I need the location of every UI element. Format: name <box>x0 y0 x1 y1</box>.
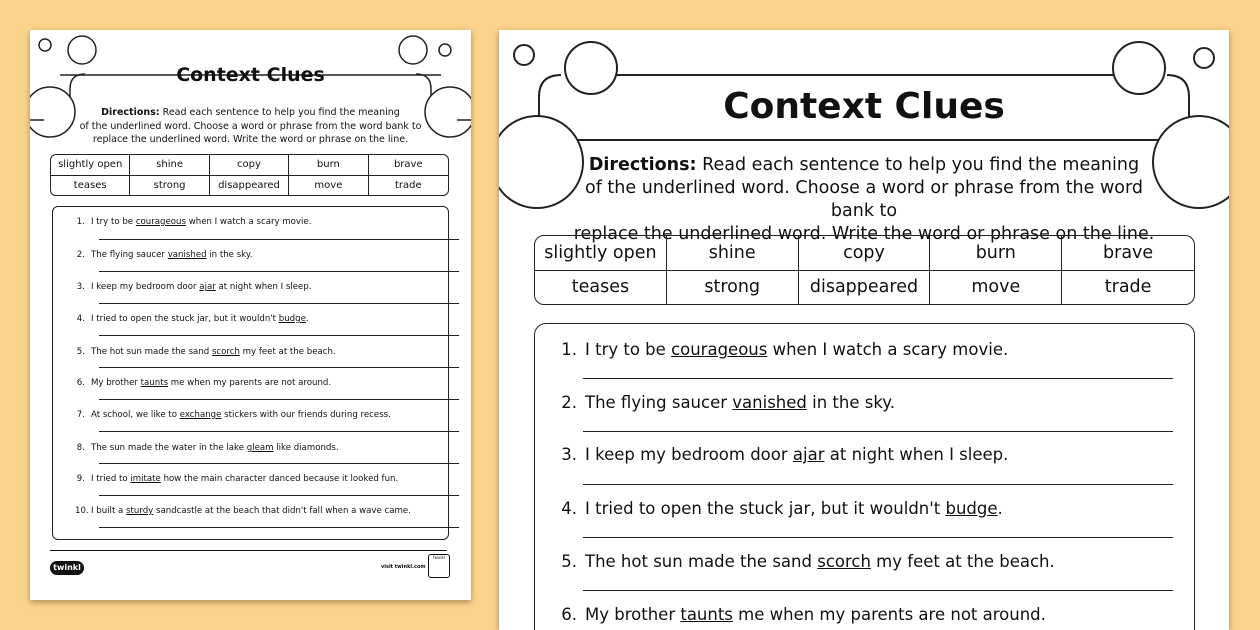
word-bank-cell: disappeared <box>210 176 289 196</box>
word-bank-cell: copy <box>799 236 931 271</box>
question-10: 10. I built a sturdy sandcastle at the beach that didn't fall when a wave came. <box>75 506 411 516</box>
question-2: 2. The flying saucer vanished in the sky. <box>561 393 895 412</box>
question-6: 6. My brother taunts me when my parents are not around. <box>561 605 1046 624</box>
questions-box <box>52 206 449 540</box>
question-4: 4. I tried to open the stuck jar, but it wouldn't budge. <box>76 314 309 324</box>
word-bank-cell: slightly open <box>51 155 130 176</box>
answer-line-9[interactable] <box>99 495 459 496</box>
worksheet-preview-small[interactable] <box>30 30 471 600</box>
answer-line-5[interactable] <box>583 590 1173 591</box>
questions-box <box>534 323 1195 630</box>
word-bank-cell: burn <box>930 236 1062 271</box>
answer-line-2[interactable] <box>99 271 459 272</box>
word-bank-cell: trade <box>394 179 422 191</box>
word-bank-cell: slightly open <box>535 236 667 271</box>
word-bank-cell: burn <box>289 155 368 176</box>
worksheet-title: Context Clues <box>723 86 1005 127</box>
word-bank-cell: trade <box>1104 277 1152 298</box>
worksheet-preview-large[interactable] <box>499 30 1229 630</box>
word-bank-cell: brave <box>369 155 448 176</box>
word-bank-cell: teases <box>51 176 130 196</box>
question-6: 6. My brother taunts me when my parents are not around. <box>76 378 332 388</box>
question-8: 8. The sun made the water in the lake gleam like diamonds. <box>76 443 339 453</box>
word-bank-cell: disappeared <box>799 271 931 305</box>
question-4: 4. I tried to open the stuck jar, but it wouldn't budge. <box>561 499 1003 518</box>
directions-line-3: replace the underlined word. Write the word or phrase on the line. <box>92 134 409 145</box>
word-bank-cell: move <box>289 176 368 196</box>
directions-line-1: Read each sentence to help you find the meaning <box>702 155 1140 175</box>
answer-line-4[interactable] <box>583 537 1173 538</box>
question-1: 1. I try to be courageous when I watch a scary movie. <box>76 217 312 227</box>
directions-line-1: Read each sentence to help you find the meaning <box>162 107 400 118</box>
word-bank-cell: brave <box>1062 236 1194 271</box>
word-bank-cell: strong <box>667 271 799 305</box>
answer-line-6[interactable] <box>99 399 459 400</box>
question-9: 9. I tried to imitate how the main character danced because it looked fun. <box>76 474 399 484</box>
answer-line-1[interactable] <box>583 378 1173 379</box>
question-3: 3. I keep my bedroom door ajar at night when I sleep. <box>76 282 312 292</box>
question-5: 5. The hot sun made the sand scorch my feet at the beach. <box>561 552 1055 571</box>
question-2: 2. The flying saucer vanished in the sky. <box>76 250 253 260</box>
footer-url: visit twinkl.com <box>381 564 426 570</box>
footer-badge-icon: twinkl <box>428 554 450 578</box>
word-bank <box>534 235 1195 305</box>
word-bank-cell: move <box>930 271 1062 305</box>
answer-line-7[interactable] <box>99 431 459 432</box>
directions-line-3: replace the underlined word. Write the word or phrase on the line. <box>573 224 1155 244</box>
directions-label: Directions: <box>588 155 697 175</box>
directions-line-2: of the underlined word. Choose a word or phrase from the word bank to <box>584 178 1143 221</box>
word-bank-cell: copy <box>210 155 289 176</box>
directions-text <box>30 106 471 147</box>
footer-divider <box>50 550 447 551</box>
question-7: 7. At school, we like to exchange stickers with our friends during recess. <box>76 410 391 420</box>
word-bank-cell: shine <box>667 236 799 271</box>
directions-text <box>499 154 1229 246</box>
question-1: 1. I try to be courageous when I watch a scary movie. <box>561 340 1009 359</box>
answer-line-3[interactable] <box>99 303 459 304</box>
answer-line-3[interactable] <box>583 484 1173 485</box>
word-bank <box>50 154 449 196</box>
question-3: 3. I keep my bedroom door ajar at night when I sleep. <box>561 445 1009 464</box>
directions-label: Directions: <box>101 107 160 118</box>
answer-line-5[interactable] <box>99 367 459 368</box>
word-bank-cell: shine <box>130 155 209 176</box>
answer-line-4[interactable] <box>99 335 459 336</box>
worksheet-title: Context Clues <box>176 64 325 86</box>
answer-line-8[interactable] <box>99 463 459 464</box>
answer-line-10[interactable] <box>99 527 459 528</box>
directions-line-2: of the underlined word. Choose a word or phrase from the word bank to <box>79 120 422 132</box>
word-bank-cell: teases <box>535 271 667 305</box>
word-bank-cell: strong <box>130 176 209 196</box>
answer-line-1[interactable] <box>99 239 459 240</box>
answer-line-2[interactable] <box>583 431 1173 432</box>
twinkl-logo: twinkl <box>50 561 84 575</box>
question-5: 5. The hot sun made the sand scorch my feet at the beach. <box>76 347 336 357</box>
